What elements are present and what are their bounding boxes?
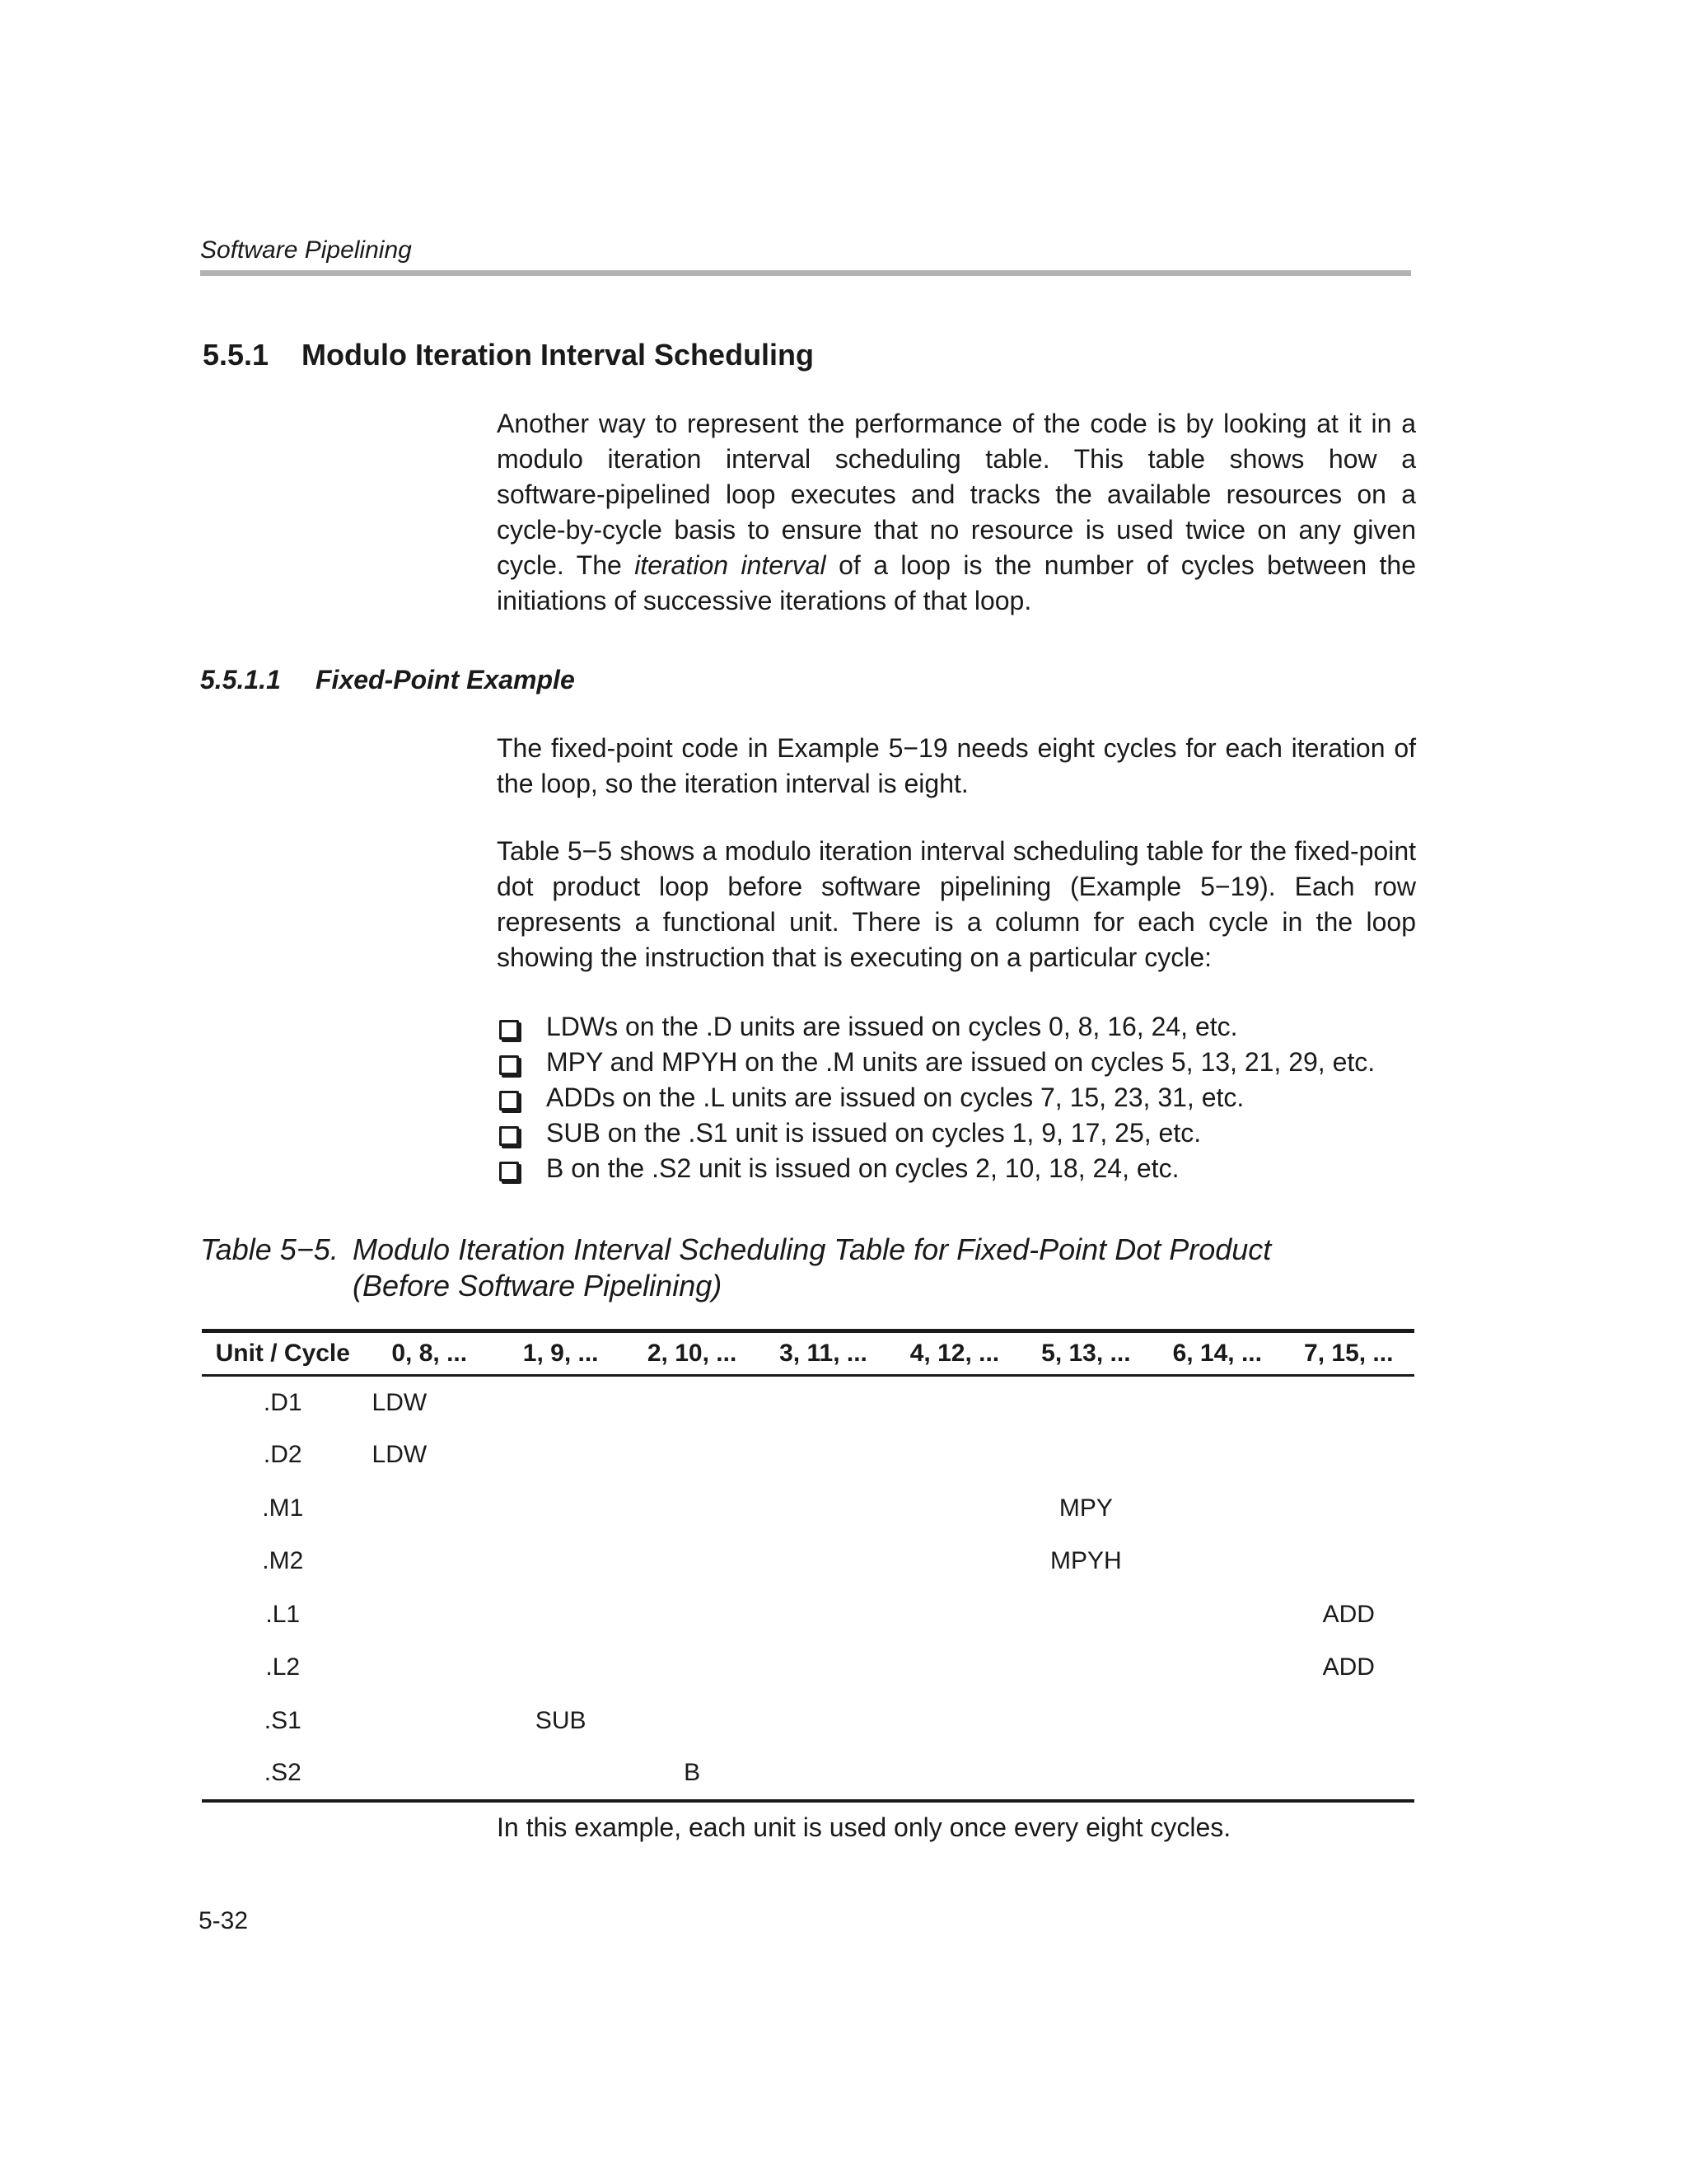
table-cell <box>889 1747 1020 1801</box>
section-heading <box>203 338 814 372</box>
para3-line-3: represents a functional unit. There is a column for each cycle in the loop <box>497 907 1416 937</box>
table-cell <box>889 1535 1020 1588</box>
table-row <box>202 1641 1414 1695</box>
table-caption-line-1: Modulo Iteration Interval Scheduling Table for Fixed-Point Dot Product <box>353 1232 1272 1266</box>
table-cell <box>1021 1641 1152 1695</box>
iteration-interval-paragraph <box>497 731 1416 802</box>
closing-text: In this example, each unit is used only once every eight cycles. <box>497 1812 1231 1842</box>
para2-line-2: the loop, so the iteration interval is eight. <box>497 769 969 798</box>
unit-cell: .L1 <box>265 1600 301 1628</box>
unit-cell: .S1 <box>264 1706 301 1734</box>
table-cell <box>1283 1535 1414 1588</box>
intro-line-4: cycle-by-cycle basis to ensure that no resource is used twice on any given <box>497 515 1416 545</box>
table-caption <box>200 1232 1271 1304</box>
header-cycle-7: 7, 15, ... <box>1304 1340 1394 1367</box>
table-cell <box>364 1535 495 1588</box>
table-cell <box>1283 1695 1414 1748</box>
intro-paragraph <box>497 406 1416 619</box>
table-cell <box>1152 1429 1283 1482</box>
table-cell <box>889 1588 1020 1642</box>
bullet-list <box>497 1009 1375 1186</box>
table-cell <box>1152 1535 1283 1588</box>
table-cell <box>889 1376 1020 1429</box>
table-row <box>202 1588 1414 1642</box>
para3-line-2: dot product loop before software pipelining (Example 5−19). Each row <box>497 872 1416 901</box>
unit-cell: .D2 <box>263 1441 302 1469</box>
intro-line-2: modulo iteration interval scheduling table. This table shows how a <box>497 444 1416 474</box>
table-cell <box>1021 1588 1152 1642</box>
table-cell <box>758 1482 889 1536</box>
table-cell: LDW <box>372 1441 428 1469</box>
para2-line-1: The fixed-point code in Example 5−19 needs eight cycles for each iteration of <box>497 733 1416 763</box>
table-cell <box>1021 1429 1152 1482</box>
unit-cell: .M1 <box>262 1494 304 1522</box>
table-caption-line-2: (Before Software Pipelining) <box>353 1269 722 1302</box>
list-item <box>497 1080 1375 1115</box>
subsection-title: Fixed-Point Example <box>315 665 575 694</box>
bullet-text: SUB on the .S1 unit is issued on cycles 1, 9, 17, 25, etc. <box>546 1118 1202 1148</box>
intro-line-1: Another way to represent the performance of the code is by looking at it in a <box>497 409 1416 438</box>
table-cell <box>495 1535 626 1588</box>
intro-line-5-start: cycle. The <box>497 550 635 580</box>
table-cell <box>889 1429 1020 1482</box>
checkbox-bullet-icon <box>499 1126 519 1146</box>
list-item <box>497 1009 1375 1045</box>
page-number: 5-32 <box>199 1907 249 1934</box>
table-cell <box>758 1695 889 1748</box>
list-item <box>497 1115 1375 1151</box>
table-cell: SUB <box>535 1706 586 1734</box>
table-cell <box>889 1695 1020 1748</box>
unit-cell: .S2 <box>264 1759 301 1787</box>
header-rule <box>200 270 1411 276</box>
table-cell <box>758 1747 889 1801</box>
table-cell <box>1152 1641 1283 1695</box>
table-cell <box>758 1588 889 1642</box>
intro-line-6: initiations of successive iterations of that loop. <box>497 586 1032 615</box>
table-cell <box>626 1588 757 1642</box>
subsection-heading <box>200 665 575 695</box>
subsection-number: 5.5.1.1 <box>200 665 281 694</box>
table-cell <box>495 1482 626 1536</box>
table-cell <box>758 1535 889 1588</box>
header-cycle-0: 0, 8, ... <box>391 1340 468 1367</box>
table-cell <box>626 1641 757 1695</box>
table-cell: LDW <box>372 1388 428 1416</box>
unit-cell: .D1 <box>263 1388 302 1416</box>
table-cell <box>1283 1376 1414 1429</box>
table-row <box>202 1535 1414 1588</box>
checkbox-bullet-icon <box>499 1020 519 1040</box>
checkbox-bullet-icon <box>499 1055 519 1075</box>
table-cell <box>495 1747 626 1801</box>
table-cell <box>889 1641 1020 1695</box>
iteration-interval-term: iteration interval <box>634 550 826 580</box>
list-item <box>497 1045 1375 1080</box>
table-cell <box>626 1376 757 1429</box>
table-caption-label: Table 5−5. <box>200 1232 339 1266</box>
table-cell: ADD <box>1322 1600 1375 1628</box>
table-cell <box>758 1641 889 1695</box>
table-cell <box>1283 1429 1414 1482</box>
table-cell <box>1152 1588 1283 1642</box>
header-cycle-4: 4, 12, ... <box>909 1340 1000 1367</box>
table-cell <box>626 1429 757 1482</box>
table-cell <box>495 1429 626 1482</box>
table-cell <box>626 1482 757 1536</box>
header-cycle-2: 2, 10, ... <box>647 1340 737 1367</box>
table-cell <box>1152 1695 1283 1748</box>
intro-line-3: software-pipelined loop executes and tracks the available resources on a <box>497 479 1416 509</box>
table-cell <box>1021 1695 1152 1748</box>
table-cell <box>1021 1747 1152 1801</box>
bullet-text: B on the .S2 unit is issued on cycles 2, 10, 18, 24, etc. <box>546 1153 1180 1183</box>
table-row <box>202 1376 1414 1429</box>
unit-cell: .M2 <box>262 1547 304 1575</box>
table-cell <box>1152 1376 1283 1429</box>
table-cell <box>1283 1747 1414 1801</box>
table-cell <box>495 1588 626 1642</box>
table-cell <box>495 1641 626 1695</box>
table-cell <box>1021 1376 1152 1429</box>
checkbox-bullet-icon <box>499 1162 519 1181</box>
intro-line-5-end: of a loop is the number of cycles between the <box>825 550 1417 580</box>
table-row <box>202 1429 1414 1482</box>
bullet-text: LDWs on the .D units are issued on cycles 0, 8, 16, 24, etc. <box>546 1012 1238 1041</box>
table-intro-paragraph <box>497 834 1416 975</box>
table-cell <box>364 1747 495 1801</box>
table-cell <box>1152 1747 1283 1801</box>
header-unit-cycle: Unit / Cycle <box>215 1340 350 1367</box>
checkbox-bullet-icon <box>499 1091 519 1111</box>
header-cycle-5: 5, 13, ... <box>1041 1340 1131 1367</box>
table-cell <box>889 1482 1020 1536</box>
table-cell <box>1283 1482 1414 1536</box>
table-row <box>202 1747 1414 1801</box>
table-cell: MPY <box>1058 1494 1113 1522</box>
running-header: Software Pipelining <box>200 236 412 264</box>
table-cell <box>1152 1482 1283 1536</box>
scheduling-table <box>202 1329 1414 1803</box>
table-cell: ADD <box>1322 1653 1375 1681</box>
list-item <box>497 1151 1375 1186</box>
intro-line-5 <box>497 548 1416 583</box>
table-cell <box>758 1376 889 1429</box>
table-cell <box>758 1429 889 1482</box>
table-cell: MPYH <box>1050 1547 1122 1575</box>
table-cell <box>626 1695 757 1748</box>
section-title: Modulo Iteration Interval Scheduling <box>301 338 815 372</box>
table-cell <box>364 1641 495 1695</box>
section-number: 5.5.1 <box>203 338 269 372</box>
header-cycle-1: 1, 9, ... <box>522 1340 599 1367</box>
table-cell <box>364 1482 495 1536</box>
table-cell <box>364 1588 495 1642</box>
unit-cell: .L2 <box>265 1653 301 1681</box>
bullet-text: MPY and MPYH on the .M units are issued on cycles 5, 13, 21, 29, etc. <box>546 1047 1376 1077</box>
table-header-row <box>202 1331 1414 1376</box>
bullet-text: ADDs on the .L units are issued on cycles 7, 15, 23, 31, etc. <box>546 1083 1245 1112</box>
table-cell <box>364 1695 495 1748</box>
header-cycle-3: 3, 11, ... <box>779 1340 867 1367</box>
header-cycle-6: 6, 14, ... <box>1172 1340 1262 1367</box>
table-row <box>202 1695 1414 1748</box>
para3-line-4: showing the instruction that is executing on a particular cycle: <box>497 942 1213 972</box>
table-cell: B <box>684 1759 701 1787</box>
table-row <box>202 1482 1414 1536</box>
table-cell <box>495 1376 626 1429</box>
para3-line-1: Table 5−5 shows a modulo iteration interval scheduling table for the fixed-point <box>497 836 1416 866</box>
table-cell <box>626 1535 757 1588</box>
